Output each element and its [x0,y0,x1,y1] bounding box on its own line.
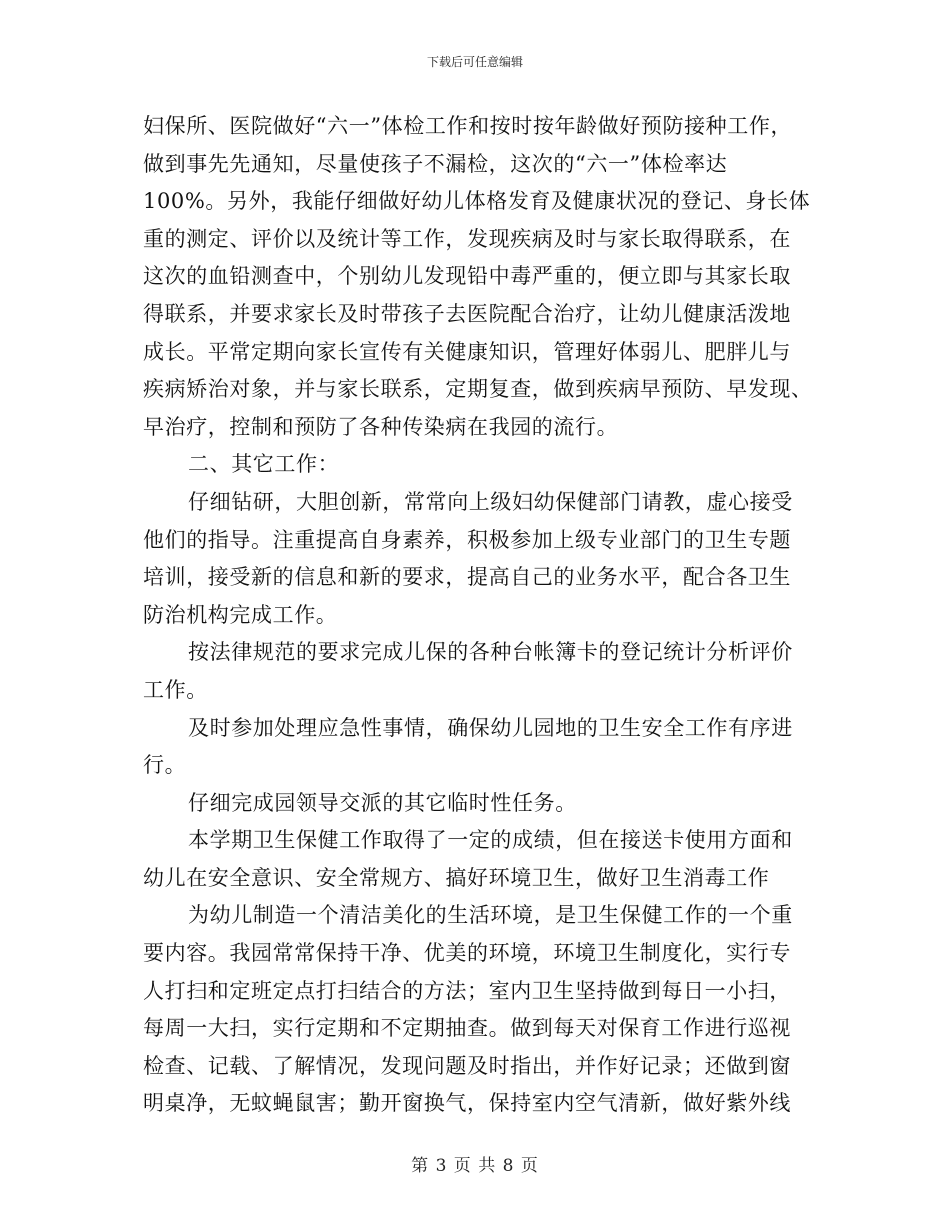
text-line: 行。 [143,753,187,778]
text-line: 及时参加处理应急性事情，确保幼儿园地的卫生安全工作有序进 [188,715,793,740]
text-line: 他们的指导。注重提高自身素养，积极参加上级专业部门的卫生专题 [143,527,791,552]
text-line: 为幼儿制造一个清洁美化的生活环境，是卫生保健工作的一个重 [188,903,793,928]
text-line: 按法律规范的要求完成儿保的各种台帐簿卡的登记统计分析评价 [188,640,793,665]
text-line: 幼儿在安全意识、安全常规方、搞好环境卫生，做好卫生消毒工作 [143,865,770,890]
text-line: 仔细完成园领导交派的其它临时性任务。 [188,790,577,815]
text-line: 100%。另外，我能仔细做好幼儿体格发育及健康状况的登记、身长体 [143,189,811,214]
text-line: 得联系，并要求家长及时带孩子去医院配合治疗，让幼儿健康活泼地 [143,301,791,326]
text-line: 二、其它工作： [188,452,340,477]
text-line: 每周一大扫，实行定期和不定期抽查。做到每天对保育工作进行巡视 [143,1016,791,1041]
text-line: 做到事先先通知，尽量使孩子不漏检，这次的“六一”体检率达 [143,151,728,176]
text-line: 检查、记载、了解情况，发现问题及时指出，并作好记录；还做到窗 [143,1053,791,1078]
text-line: 培训，接受新的信息和新的要求，提高自己的业务水平，配合各卫生 [143,565,791,590]
text-line: 仔细钻研，大胆创新，常常向上级妇幼保健部门请教，虚心接受 [188,489,793,514]
text-line: 明桌净，无蚊蝇鼠害；勤开窗换气，保持室内空气清新，做好紫外线 [143,1091,791,1116]
text-line: 妇保所、医院做好“六一”体检工作和按时按年龄做好预防接种工作， [143,114,793,138]
page-number-footer: 第 3 页 共 8 页 [411,1156,539,1176]
text-line: 这次的血铅测查中，个别幼儿发现铅中毒严重的，便立即与其家长取 [143,264,791,289]
document-body [143,108,813,1123]
text-line: 工作。 [143,677,208,702]
text-line: 本学期卫生保健工作取得了一定的成绩，但在接送卡使用方面和 [188,828,793,853]
text-line: 疾病矫治对象，并与家长联系，定期复查，做到疾病早预防、早发现、 [143,377,813,402]
text-line: 防治机构完成工作。 [143,602,338,627]
text-line: 成长。平常定期向家长宣传有关健康知识，管理好体弱儿、肥胖儿与 [143,339,791,364]
text-line: 人打扫和定班定点打扫结合的方法；室内卫生坚持做到每日一小扫， [143,978,791,1003]
text-line: 早治疗，控制和预防了各种传染病在我园的流行。 [143,414,619,439]
page-header: 下载后可任意编辑 [426,55,523,69]
text-line: 重的测定、评价以及统计等工作，发现疾病及时与家长取得联系，在 [143,226,791,251]
text-line: 要内容。我园常常保持干净、优美的环境，环境卫生制度化，实行专 [143,941,791,966]
